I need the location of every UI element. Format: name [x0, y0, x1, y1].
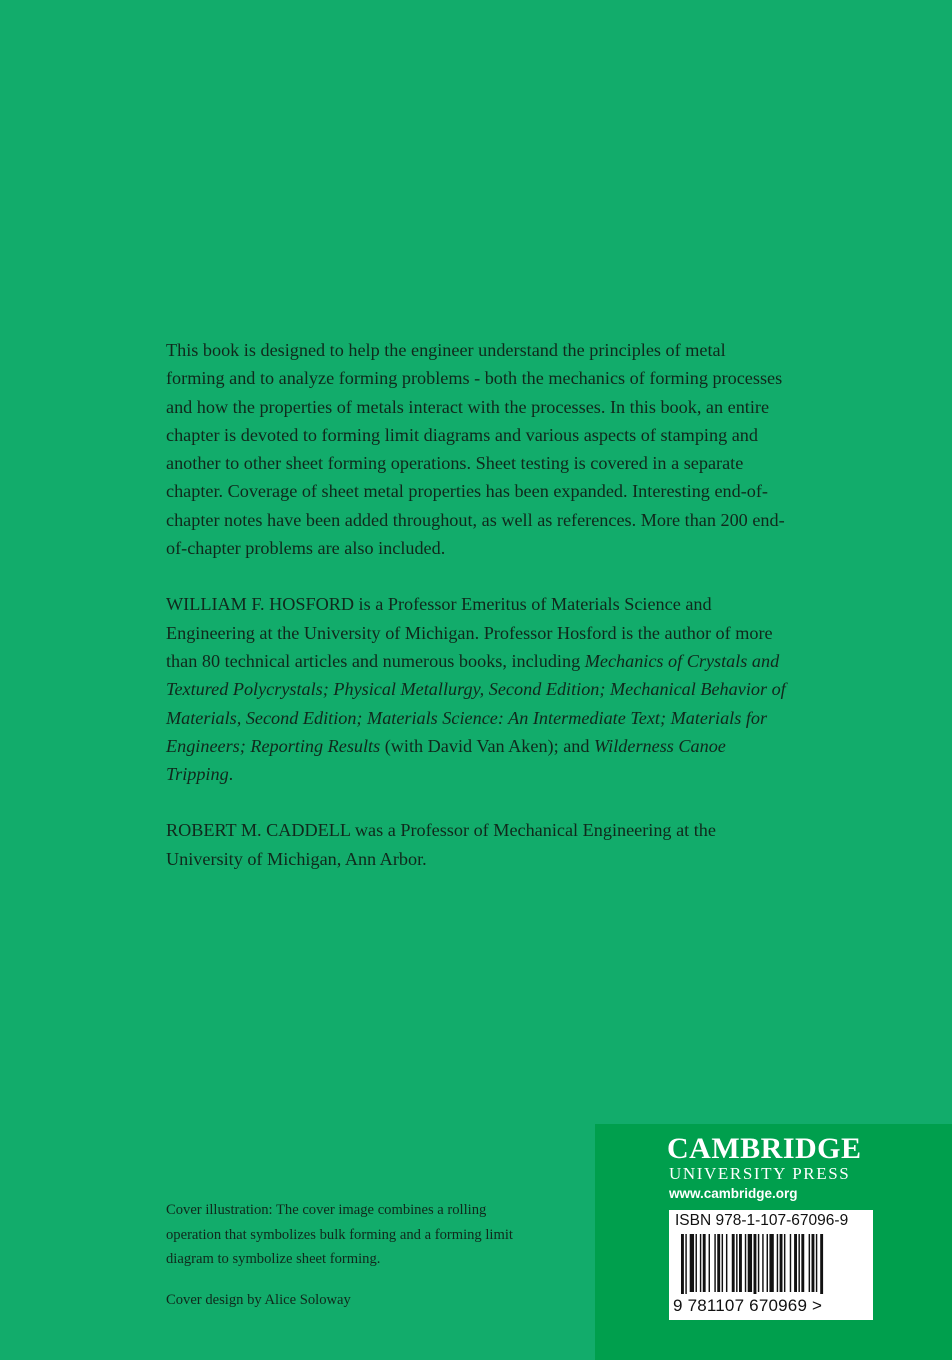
isbn-barcode-box — [669, 1210, 873, 1320]
cover-credits — [166, 1198, 526, 1312]
author-bio-hosford-intro: WILLIAM F. HOSFORD is a Professor Emeritus of Materials Science and Engineering at the University of Michigan. Professor Hosford is the author of more than 80 technical articles and numerous books, including — [166, 594, 773, 671]
cover-design-credit: Cover design by Alice Soloway — [166, 1291, 351, 1308]
author-bio-hosford-coauthor: (with David Van Aken); and — [380, 735, 595, 756]
author-bio-caddell: ROBERT M. CADDELL was a Professor of Mechanical Engineering at the University of Michigan, Ann Arbor. — [166, 820, 716, 869]
book-description: This book is designed to help the engineer understand the principles of metal forming and to analyze forming problems - both the mechanics of forming processes and how the properties of metals interact with the processes. In this book, an entire chapter is devoted to forming limit diagrams and various aspects of stamping and another to other sheet forming operations. Sheet testing is covered in a separate chapter. Coverage of sheet metal properties has been expanded. Interesting end-of-chapter notes have been added throughout, as well as references. More than 200 end-of-chapter problems are also included. — [166, 340, 785, 559]
barcode-digits: 9 781107 670969 > — [673, 1296, 823, 1315]
publisher-subtitle: UNIVERSITY PRESS — [669, 1164, 851, 1183]
author-bio-hosford-end: . — [228, 764, 234, 785]
barcode-icon — [669, 1234, 873, 1296]
publisher-name: CAMBRIDGE — [667, 1132, 862, 1165]
author-bio-hosford — [166, 590, 786, 788]
back-cover-blurb — [166, 336, 786, 901]
publisher-block — [595, 1124, 952, 1360]
isbn-label: ISBN 978-1-107-67096-9 — [675, 1212, 849, 1229]
cover-illustration-credit: Cover illustration: The cover image combines a rolling operation that symbolizes bulk forming and a forming limit diagram to symbolize sheet forming. — [166, 1202, 513, 1267]
publisher-url: www.cambridge.org — [669, 1186, 798, 1201]
author-bio-hosford-last-book: Wilderness Canoe Tripping — [166, 735, 726, 785]
author-bio-hosford-books: Mechanics of Crystals and Textured Polycrystals; Physical Metallurgy, Second Edition; Mechanical Behavior of Materials, Second Edition; Materials Science: An Intermediate Text; Materials for Engineers; Reporting Results — [166, 650, 786, 756]
